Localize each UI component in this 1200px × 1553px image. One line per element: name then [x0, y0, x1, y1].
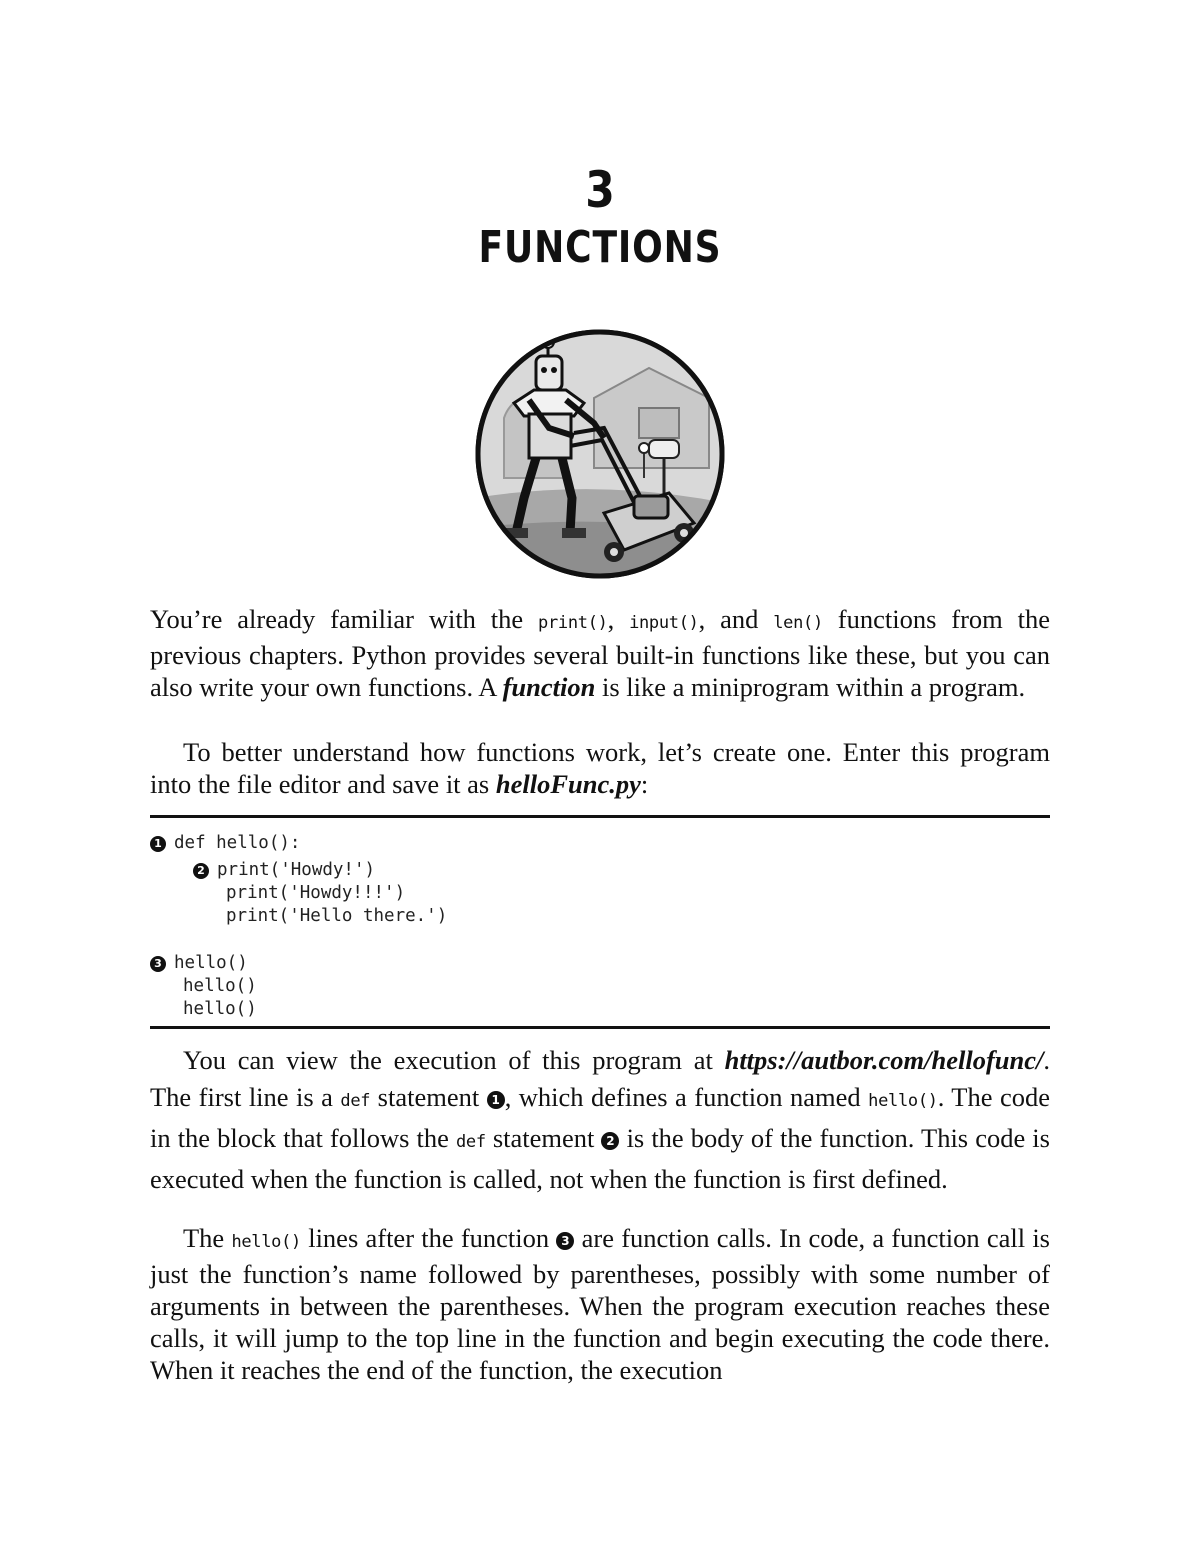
explanation-text: statement	[485, 1123, 602, 1153]
explanation-text: is the body of the function. This code is executed when the function is called, not when the function is first defined.	[150, 1123, 1050, 1194]
explanation-text: lines after the function	[300, 1223, 557, 1253]
explanation-text: . The first line is a	[150, 1045, 1050, 1112]
intro-text: functions from the previous chapters. Python provides several built-in functions like these, but you can also write your own functions. A	[150, 604, 1050, 702]
separator: ,	[607, 604, 630, 634]
ref-marker-3: 3	[556, 1232, 574, 1250]
code-text: print('Howdy!')	[217, 860, 376, 880]
code-line: hello()	[183, 999, 257, 1019]
chapter-title: FUNCTIONS	[478, 222, 722, 273]
code-marker-1: 1	[150, 836, 166, 852]
explanation-paragraph	[150, 1042, 1050, 1198]
code-text: hello()	[174, 953, 248, 973]
intro-text: You’re already familiar with the	[150, 604, 539, 634]
chapter-number: 3	[585, 161, 615, 219]
code-line: hello()	[183, 976, 257, 996]
code-line	[193, 859, 375, 881]
code-line	[150, 832, 300, 854]
separator: , and	[698, 604, 774, 634]
code-line: print('Howdy!!!')	[226, 883, 406, 903]
inline-code-print: print()	[538, 613, 608, 633]
filename: helloFunc.py	[495, 769, 641, 799]
instruction-text: To better understand how functions work, let’s create one. Enter this program into the file editor and save it as	[150, 737, 1050, 799]
inline-code-input: input()	[629, 613, 699, 633]
instruction-text: :	[640, 769, 649, 799]
code-marker-2: 2	[193, 863, 209, 879]
ref-marker-2: 2	[601, 1132, 619, 1150]
explanation-text: The	[183, 1223, 232, 1253]
inline-code-def: def	[340, 1091, 371, 1111]
code-block-top-rule	[150, 815, 1050, 818]
code-block-bottom-rule	[150, 1026, 1050, 1029]
inline-code-hello: hello()	[868, 1091, 938, 1111]
ref-marker-1: 1	[487, 1091, 505, 1109]
intro-text: is like a miniprogram within a program.	[595, 672, 1026, 702]
function-call-paragraph	[150, 1222, 1050, 1386]
inline-code-def: def	[455, 1132, 486, 1152]
explanation-text: , which defines a function named	[504, 1082, 869, 1112]
explanation-text: are function calls. In code, a function call is just the function’s name followed by parentheses, possibly with some number of arguments in between the parentheses. When the program execution reaches these calls, it will jump to the top line in the function and begin executing the code there. When it reaches the end of the function, the execution	[150, 1223, 1050, 1385]
intro-paragraph	[150, 603, 1050, 703]
instruction-paragraph	[150, 736, 1050, 800]
code-text: def hello():	[174, 833, 301, 853]
code-marker-3: 3	[150, 956, 166, 972]
code-line	[150, 952, 248, 974]
term-function: function	[502, 672, 596, 702]
explanation-text: statement	[370, 1082, 487, 1112]
inline-code-len: len()	[773, 613, 823, 633]
explanation-text: . The code in the block that follows the	[150, 1082, 1050, 1153]
code-line: print('Hello there.')	[226, 906, 448, 926]
url-link: https://autbor.com/hellofunc/	[724, 1045, 1044, 1075]
explanation-text: You can view the execution of this program at	[183, 1045, 725, 1075]
inline-code-hello: hello()	[231, 1232, 301, 1252]
robot-mowing-lawn-icon	[474, 328, 726, 580]
